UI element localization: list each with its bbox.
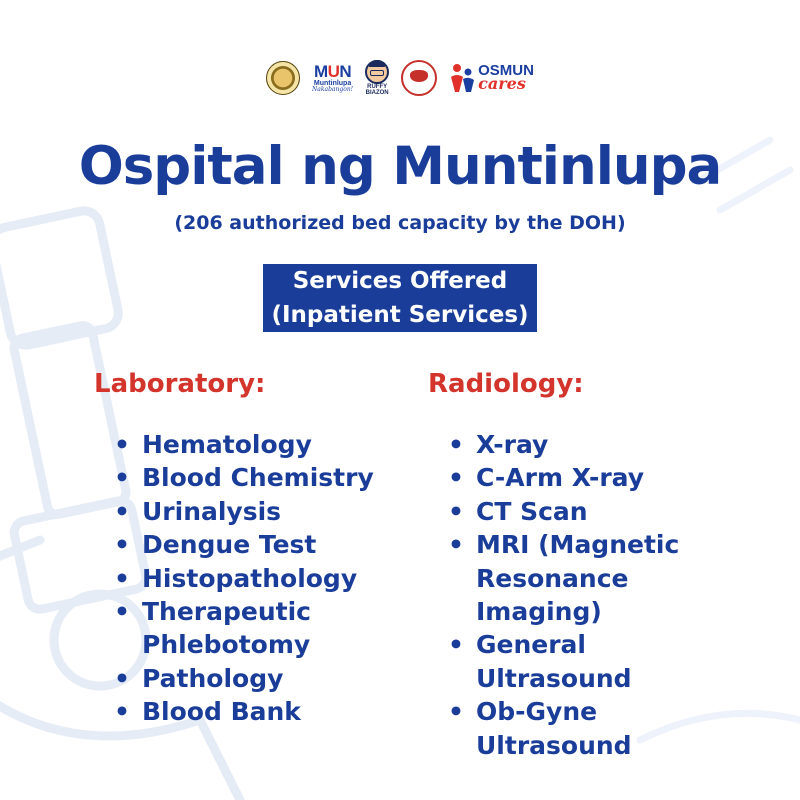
list-item-label: X-ray [476, 430, 549, 459]
list-item-label: C-Arm X-ray [476, 463, 645, 493]
bullet-icon: • [448, 430, 464, 459]
laboratory-list [114, 428, 404, 729]
list-item-blood-bank [114, 695, 404, 728]
mun-muntinlupa-logo [312, 63, 353, 93]
laboratory-heading: Laboratory: [94, 369, 266, 399]
list-item-label: Blood Bank [142, 697, 301, 727]
bullet-icon: • [114, 697, 130, 727]
page-title: Ospital ng Muntinlupa [78, 136, 722, 197]
bullet-icon: • [114, 463, 130, 493]
bullet-icon: • [114, 563, 130, 593]
list-item-general-ultrasound [448, 628, 748, 695]
list-item-dengue-test [114, 528, 404, 561]
list-item-therapeutic-phlebotomy [114, 595, 404, 662]
bullet-icon: • [448, 630, 464, 660]
list-item-label: Therapeutic Phlebotomy [142, 597, 311, 660]
osmun-people-icon [449, 63, 475, 93]
list-item-ct-scan [448, 495, 748, 528]
list-item-label: Pathology [142, 663, 284, 693]
list-item-label: General Ultrasound [476, 630, 632, 693]
list-item-label: Dengue Test [142, 530, 317, 560]
list-item-x-ray [448, 428, 748, 461]
osmun-cares-logo [449, 63, 534, 93]
list-item-ob-gyne-ultrasound [448, 695, 748, 762]
list-item-pathology [114, 662, 404, 695]
muntinlupa-city-seal-icon [266, 61, 300, 95]
mayor-name-line2: BIAZON [365, 89, 389, 96]
osmun-cares-wordmark: cares [478, 74, 526, 94]
partner-logos [0, 50, 800, 105]
list-item-label: Histopathology [142, 563, 358, 593]
mun-wordmark: MUN [313, 61, 352, 81]
bullet-icon: • [448, 463, 464, 493]
bed-capacity-subtitle: (206 authorized bed capacity by the DOH) [174, 212, 626, 234]
mun-subtext: Muntinlupa [313, 79, 352, 87]
list-item-hematology [114, 428, 404, 461]
mayor-name-line1: RUFFY [367, 83, 388, 90]
list-item-label: Hematology [142, 430, 312, 459]
list-item-mri [448, 528, 748, 628]
hospital-seal-logo [401, 60, 437, 96]
bullet-icon: • [448, 697, 464, 727]
bullet-icon: • [448, 530, 464, 560]
bullet-icon: • [114, 496, 130, 526]
list-item-c-arm-x-ray [448, 461, 748, 494]
city-seal-logo [266, 61, 300, 95]
badge-line-1: Services Offered [292, 268, 508, 294]
mayor-caricature-icon [365, 60, 389, 84]
services-offered-badge [263, 264, 536, 332]
list-item-histopathology [114, 562, 404, 595]
list-item-label: Urinalysis [142, 496, 282, 526]
mayor-caricature-logo [365, 60, 389, 96]
services-badge-wrap [0, 264, 800, 332]
badge-line-2: (Inpatient Services) [271, 302, 529, 328]
ospital-ng-muntinlupa-seal-icon [401, 60, 437, 96]
bullet-icon: • [114, 663, 130, 693]
list-item-label: MRI (Magnetic Resonance Imaging) [476, 530, 680, 627]
radiology-list [448, 428, 748, 762]
list-item-label: CT Scan [476, 496, 588, 526]
bullet-icon: • [114, 597, 130, 627]
bullet-icon: • [448, 496, 464, 526]
list-item-urinalysis [114, 495, 404, 528]
list-item-label: Ob-Gyne Ultrasound [476, 697, 632, 760]
mun-script-text: Nakabangon! [312, 85, 354, 93]
bullet-icon: • [114, 530, 130, 560]
radiology-heading: Radiology: [428, 369, 584, 399]
osmun-wordmark: OSMUN [478, 61, 534, 79]
list-item-label: Blood Chemistry [142, 463, 374, 493]
bullet-icon: • [114, 430, 130, 459]
list-item-blood-chemistry [114, 461, 404, 494]
